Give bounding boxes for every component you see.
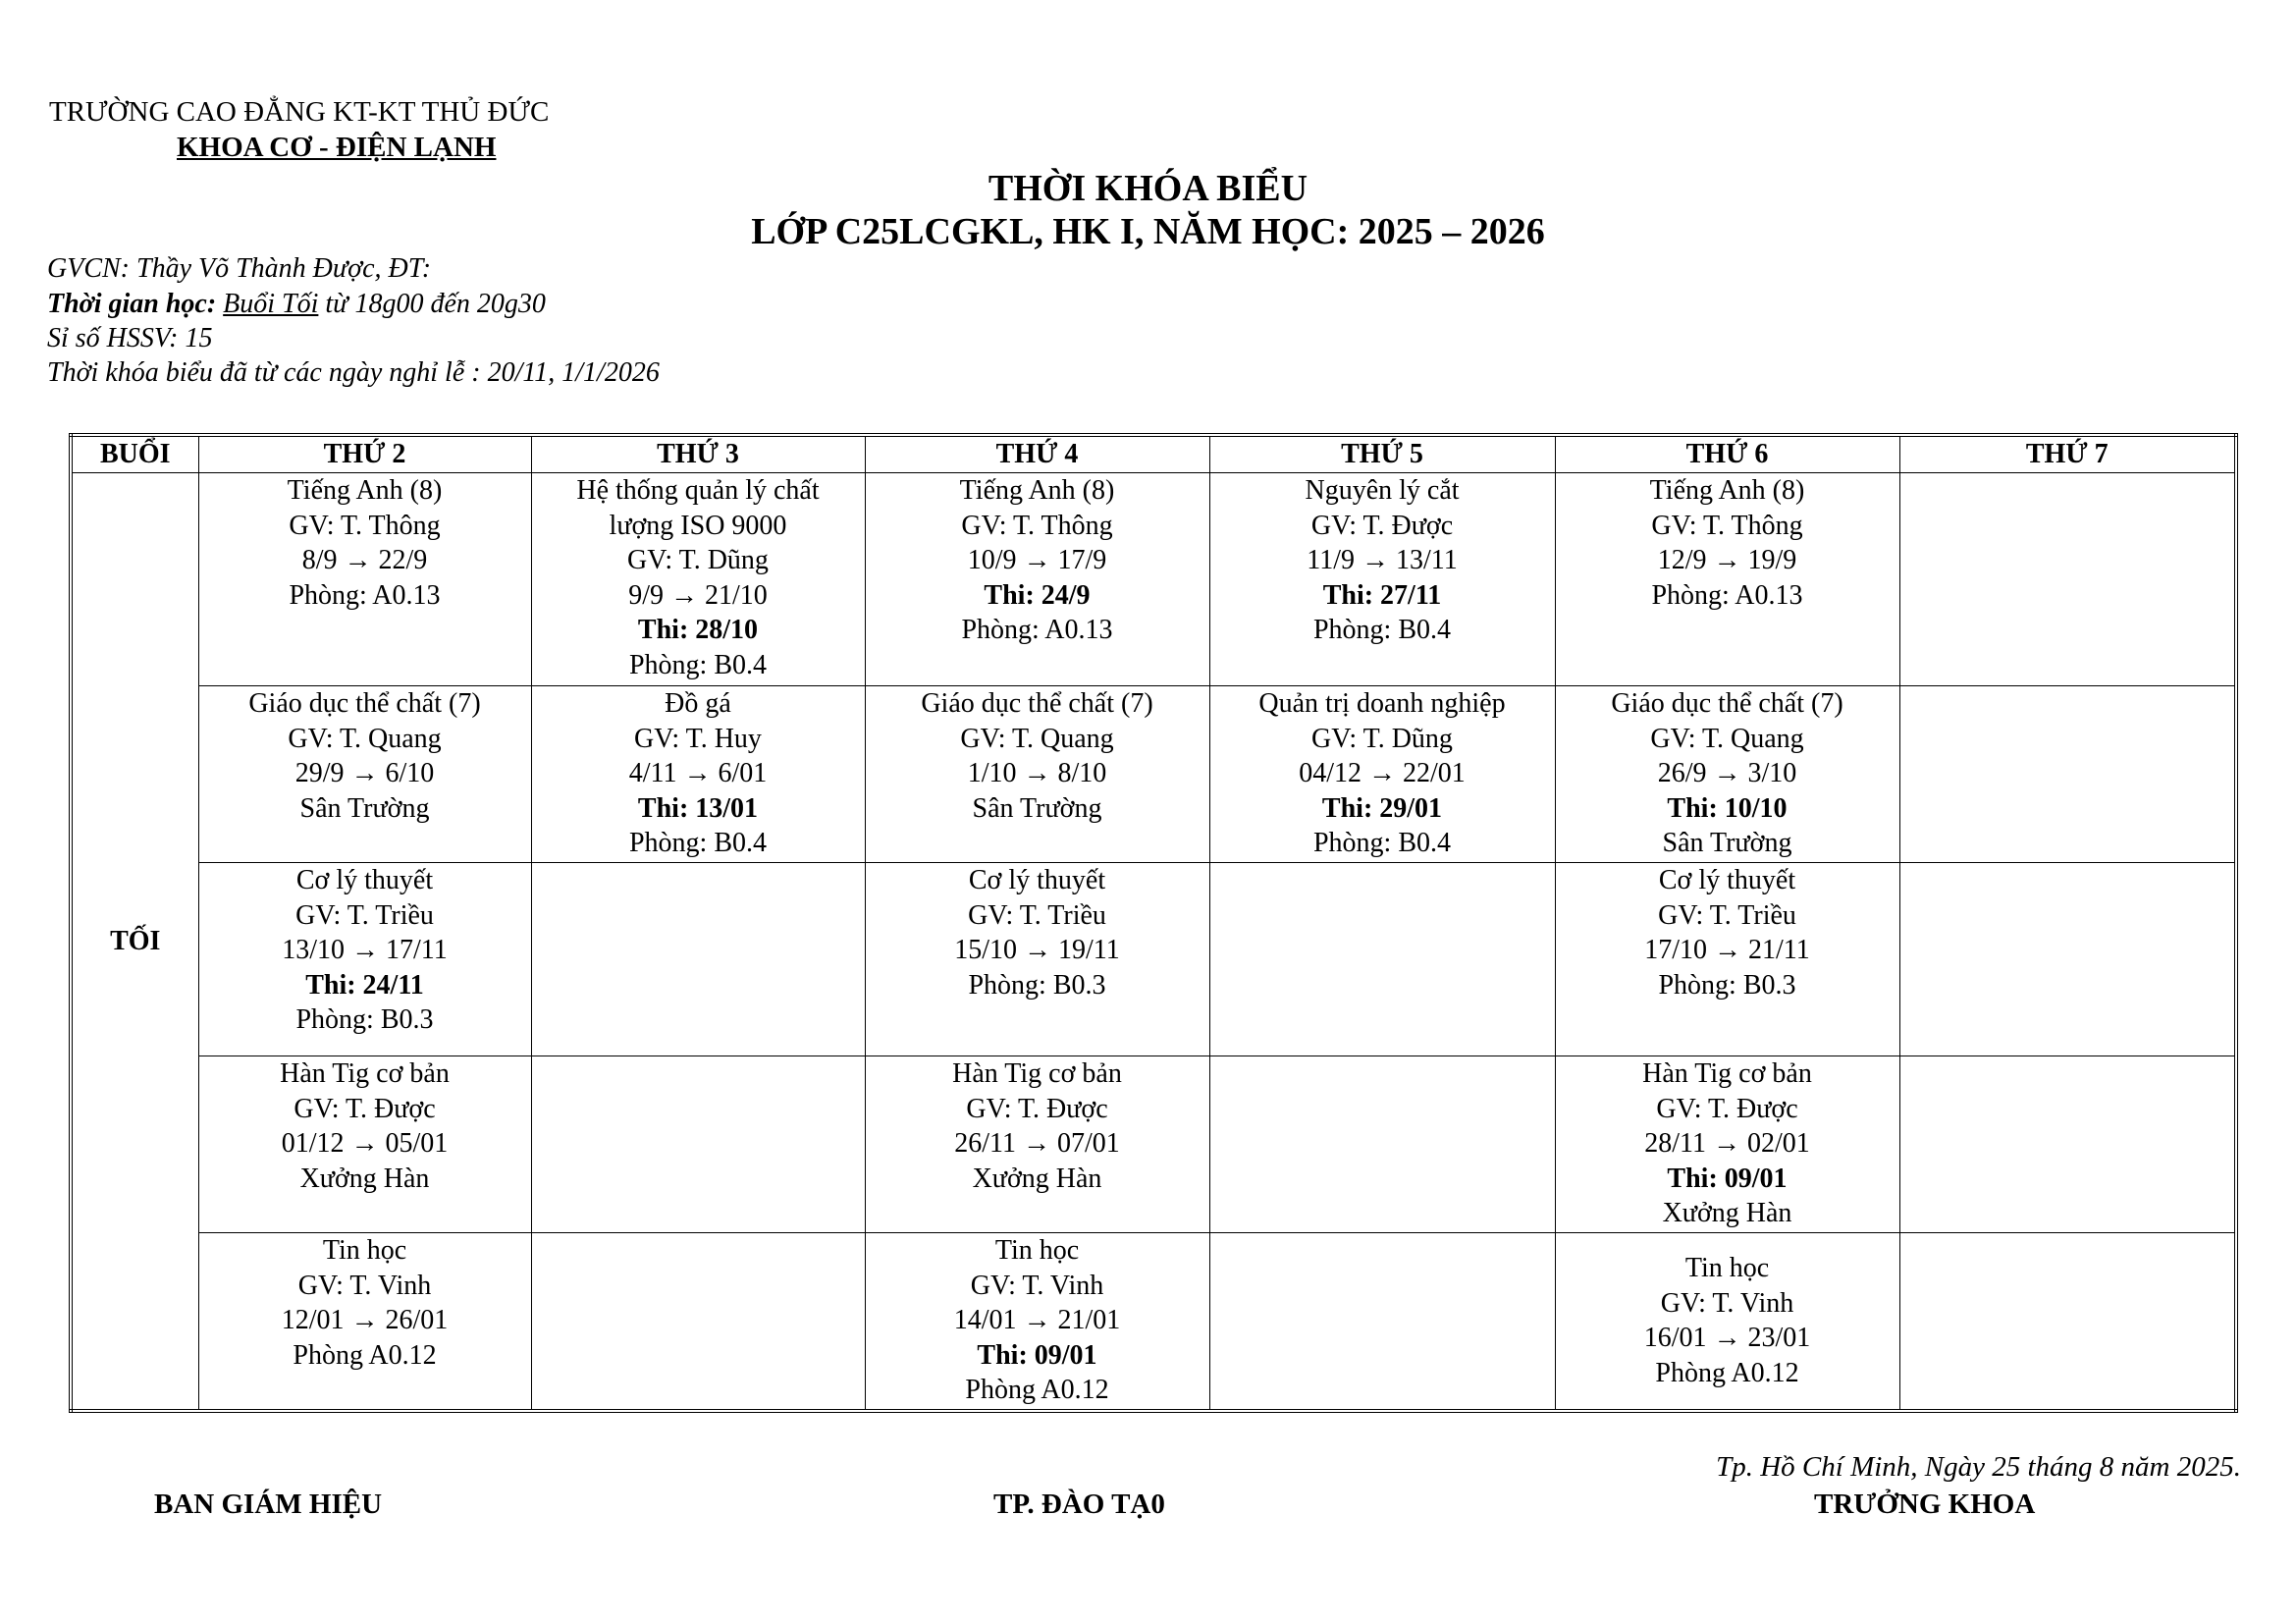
- schedule-cell: [1555, 686, 1899, 863]
- cell-line: Cơ lý thuyết: [295, 865, 434, 895]
- cell-line: GV: T. Vinh: [1660, 1287, 1794, 1319]
- schedule-cell: [1555, 473, 1899, 686]
- cell-line: Phòng: B0.4: [1312, 615, 1452, 645]
- schedule-cell: [531, 1056, 865, 1233]
- schedule-cell: [531, 863, 865, 1056]
- cell-line: GV: T. Triều: [295, 899, 434, 931]
- schedule-cell: [865, 863, 1209, 1056]
- schedule-cell: [1555, 1056, 1899, 1233]
- cell-line: Phòng: A0.13: [1651, 579, 1803, 611]
- cell-line: Sân Trường: [972, 792, 1102, 824]
- cell-line: Giáo dục thể chất (7): [1611, 688, 1843, 719]
- exam-date: Thi: 24/9: [984, 579, 1091, 611]
- cell-line: 04/12 → 22/01: [1299, 758, 1466, 788]
- schedule-cell: [1209, 863, 1555, 1056]
- cell-line: GV: T. Được: [966, 1093, 1108, 1124]
- cell-line: Phòng: B0.4: [628, 649, 768, 680]
- cell-line: Tiếng Anh (8): [1649, 475, 1805, 506]
- cell-line: 17/10 → 21/11: [1644, 935, 1810, 965]
- class-subtitle: LỚP C25LCGKL, HK I, NĂM HỌC: 2025 – 2026: [751, 211, 1545, 252]
- cell-line: Xưởng Hàn: [1662, 1198, 1792, 1228]
- cell-line: 10/9 → 17/9: [967, 545, 1107, 575]
- column-header: THỨ 5: [1209, 435, 1555, 473]
- schedule-cell: [1555, 1233, 1899, 1411]
- column-header: THỨ 3: [531, 435, 865, 473]
- cell-line: 12/01 → 26/01: [281, 1305, 449, 1335]
- student-count: Sỉ số HSSV: 15: [47, 323, 213, 353]
- cell-line: Phòng: B0.4: [1312, 828, 1452, 858]
- cell-line: Phòng: B0.3: [968, 969, 1106, 1001]
- cell-line: GV: T. Huy: [634, 723, 762, 754]
- exam-date: Thi: 09/01: [1667, 1163, 1788, 1194]
- exam-date: Thi: 24/11: [305, 969, 424, 1001]
- cell-line: 13/10 → 17/11: [282, 935, 448, 965]
- column-header: THỨ 6: [1555, 435, 1899, 473]
- signing-date: Tp. Hồ Chí Minh, Ngày 25 tháng 8 năm 2025.: [1716, 1451, 2241, 1483]
- schedule-cell: [1209, 1056, 1555, 1233]
- cell-line: 15/10 → 19/11: [954, 935, 1120, 965]
- cell-line: 8/9 → 22/9: [301, 545, 428, 575]
- cell-line: lượng ISO 9000: [609, 510, 787, 541]
- cell-line: GV: T. Thông: [289, 510, 441, 541]
- cell-line: GV: T. Thông: [1651, 510, 1803, 541]
- column-header: THỨ 2: [198, 435, 531, 473]
- exam-date: Thi: 10/10: [1667, 792, 1788, 824]
- cell-line: GV: T. Được: [294, 1093, 436, 1124]
- schedule-cell: [865, 1056, 1209, 1233]
- cell-line: 1/10 → 8/10: [967, 758, 1107, 788]
- page-title: THỜI KHÓA BIỂU: [988, 168, 1308, 209]
- schedule-cell: [1899, 863, 2236, 1056]
- schedule-cell: [531, 686, 865, 863]
- cell-line: Giáo dục thể chất (7): [921, 688, 1153, 719]
- cell-line: 14/01 → 21/01: [953, 1305, 1121, 1335]
- table-row: [71, 863, 2236, 1056]
- table-row: [71, 1056, 2236, 1233]
- cell-line: Phòng: A0.13: [289, 579, 441, 611]
- cell-line: Hàn Tig cơ bản: [1642, 1058, 1812, 1089]
- cell-line: Xưởng Hàn: [299, 1163, 430, 1194]
- study-session: Buổi Tối: [223, 289, 319, 319]
- cell-line: GV: T. Quang: [960, 723, 1114, 754]
- schedule-cell: [531, 1233, 865, 1411]
- cell-line: Phòng A0.12: [293, 1339, 437, 1371]
- cell-line: Phòng A0.12: [1655, 1357, 1799, 1388]
- cell-line: Xưởng Hàn: [972, 1163, 1102, 1194]
- cell-line: GV: T. Vinh: [970, 1270, 1104, 1301]
- study-time-label: Thời gian học:: [47, 289, 217, 319]
- dean-signature: TRƯỞNG KHOA: [1814, 1489, 2036, 1520]
- cell-line: GV: T. Dũng: [1311, 723, 1453, 754]
- schedule-cell: [198, 863, 531, 1056]
- cell-line: Hệ thống quản lý chất: [576, 475, 820, 506]
- exam-date: Thi: 29/01: [1321, 792, 1443, 824]
- cell-line: Tiếng Anh (8): [287, 475, 443, 506]
- schedule-cell: [198, 473, 531, 686]
- schedule-cell: [865, 1233, 1209, 1411]
- cell-line: Tin học: [994, 1235, 1080, 1266]
- table-row: [71, 1233, 2236, 1411]
- table-row: [71, 473, 2236, 686]
- cell-line: 28/11 → 02/01: [1644, 1128, 1810, 1159]
- cell-line: GV: T. Quang: [288, 723, 442, 754]
- schedule-cell: [1899, 473, 2236, 686]
- cell-line: Nguyên lý cắt: [1305, 475, 1460, 506]
- faculty-name: KHOA CƠ - ĐIỆN LẠNH: [177, 132, 497, 163]
- cell-line: Hàn Tig cơ bản: [280, 1058, 450, 1089]
- cell-line: Quản trị doanh nghiệp: [1258, 688, 1506, 719]
- schedule-cell: [531, 473, 865, 686]
- cell-line: Cơ lý thuyết: [1658, 865, 1796, 895]
- exam-date: Thi: 27/11: [1322, 579, 1442, 611]
- session-cell: TỐI: [71, 473, 198, 1411]
- schedule-cell: [865, 686, 1209, 863]
- schedule-cell: [198, 686, 531, 863]
- cell-line: Phòng: B0.3: [1658, 969, 1796, 1001]
- cell-line: Sân Trường: [299, 792, 430, 824]
- cell-line: 16/01 → 23/01: [1643, 1323, 1811, 1353]
- schedule-cell: [1899, 1056, 2236, 1233]
- study-time: [47, 289, 546, 320]
- training-signature: TP. ĐÀO TẠ0: [993, 1489, 1165, 1520]
- schedule-cell: [1209, 1233, 1555, 1411]
- cell-line: Giáo dục thể chất (7): [248, 688, 481, 719]
- schedule-cell: [198, 1233, 531, 1411]
- board-signature: BAN GIÁM HIỆU: [154, 1489, 383, 1520]
- cell-line: GV: T. Dũng: [627, 545, 769, 575]
- schedule-cell: [1899, 1233, 2236, 1411]
- homeroom-teacher: GVCN: Thầy Võ Thành Được, ĐT:: [47, 253, 432, 284]
- cell-line: 9/9 → 21/10: [628, 579, 768, 611]
- cell-line: 4/11 → 6/01: [628, 758, 768, 788]
- cell-line: 01/12 → 05/01: [281, 1128, 449, 1159]
- cell-line: GV: T. Triều: [968, 899, 1106, 931]
- schedule-cell: [1899, 686, 2236, 863]
- cell-line: 11/9 → 13/11: [1307, 545, 1458, 575]
- holiday-note: Thời khóa biểu đã từ các ngày nghỉ lễ : 20/11, 1/1/2026: [47, 357, 660, 388]
- cell-line: Cơ lý thuyết: [968, 865, 1106, 895]
- cell-line: 26/9 → 3/10: [1657, 758, 1797, 788]
- schedule-cell: [865, 473, 1209, 686]
- cell-line: 29/9 → 6/10: [294, 758, 435, 788]
- cell-line: GV: T. Quang: [1650, 723, 1804, 754]
- cell-line: Phòng: B0.4: [628, 828, 768, 858]
- table-row: [71, 686, 2236, 863]
- cell-line: GV: T. Vinh: [297, 1270, 432, 1301]
- exam-date: Thi: 28/10: [637, 615, 759, 645]
- cell-line: Tiếng Anh (8): [959, 475, 1115, 506]
- schedule-cell: [1209, 686, 1555, 863]
- cell-line: GV: T. Được: [1656, 1093, 1798, 1124]
- cell-line: Đồ gá: [665, 688, 731, 719]
- column-header: THỨ 4: [865, 435, 1209, 473]
- timetable: [69, 433, 2238, 1413]
- cell-line: 26/11 → 07/01: [954, 1128, 1120, 1159]
- header-row: [71, 435, 2236, 473]
- study-time-range: từ 18g00 đến 20g30: [318, 289, 546, 319]
- column-header: THỨ 7: [1899, 435, 2236, 473]
- cell-line: Tin học: [322, 1235, 407, 1266]
- cell-line: GV: T. Triều: [1658, 899, 1796, 931]
- cell-line: GV: T. Thông: [961, 510, 1113, 541]
- column-header: BUỔI: [71, 435, 198, 473]
- cell-line: Phòng A0.12: [965, 1375, 1109, 1405]
- cell-line: Tin học: [1684, 1253, 1770, 1283]
- exam-date: Thi: 13/01: [637, 792, 759, 824]
- cell-line: Sân Trường: [1662, 828, 1792, 858]
- cell-line: GV: T. Được: [1310, 510, 1454, 541]
- schedule-cell: [1209, 473, 1555, 686]
- school-name: TRƯỜNG CAO ĐẲNG KT-KT THỦ ĐỨC: [49, 96, 550, 128]
- cell-line: Phòng: A0.13: [961, 615, 1113, 645]
- cell-line: Hàn Tig cơ bản: [952, 1058, 1122, 1089]
- cell-line: Phòng: B0.3: [295, 1004, 434, 1035]
- schedule-cell: [1555, 863, 1899, 1056]
- exam-date: Thi: 09/01: [977, 1339, 1097, 1371]
- schedule-cell: [198, 1056, 531, 1233]
- cell-line: 12/9 → 19/9: [1657, 545, 1797, 575]
